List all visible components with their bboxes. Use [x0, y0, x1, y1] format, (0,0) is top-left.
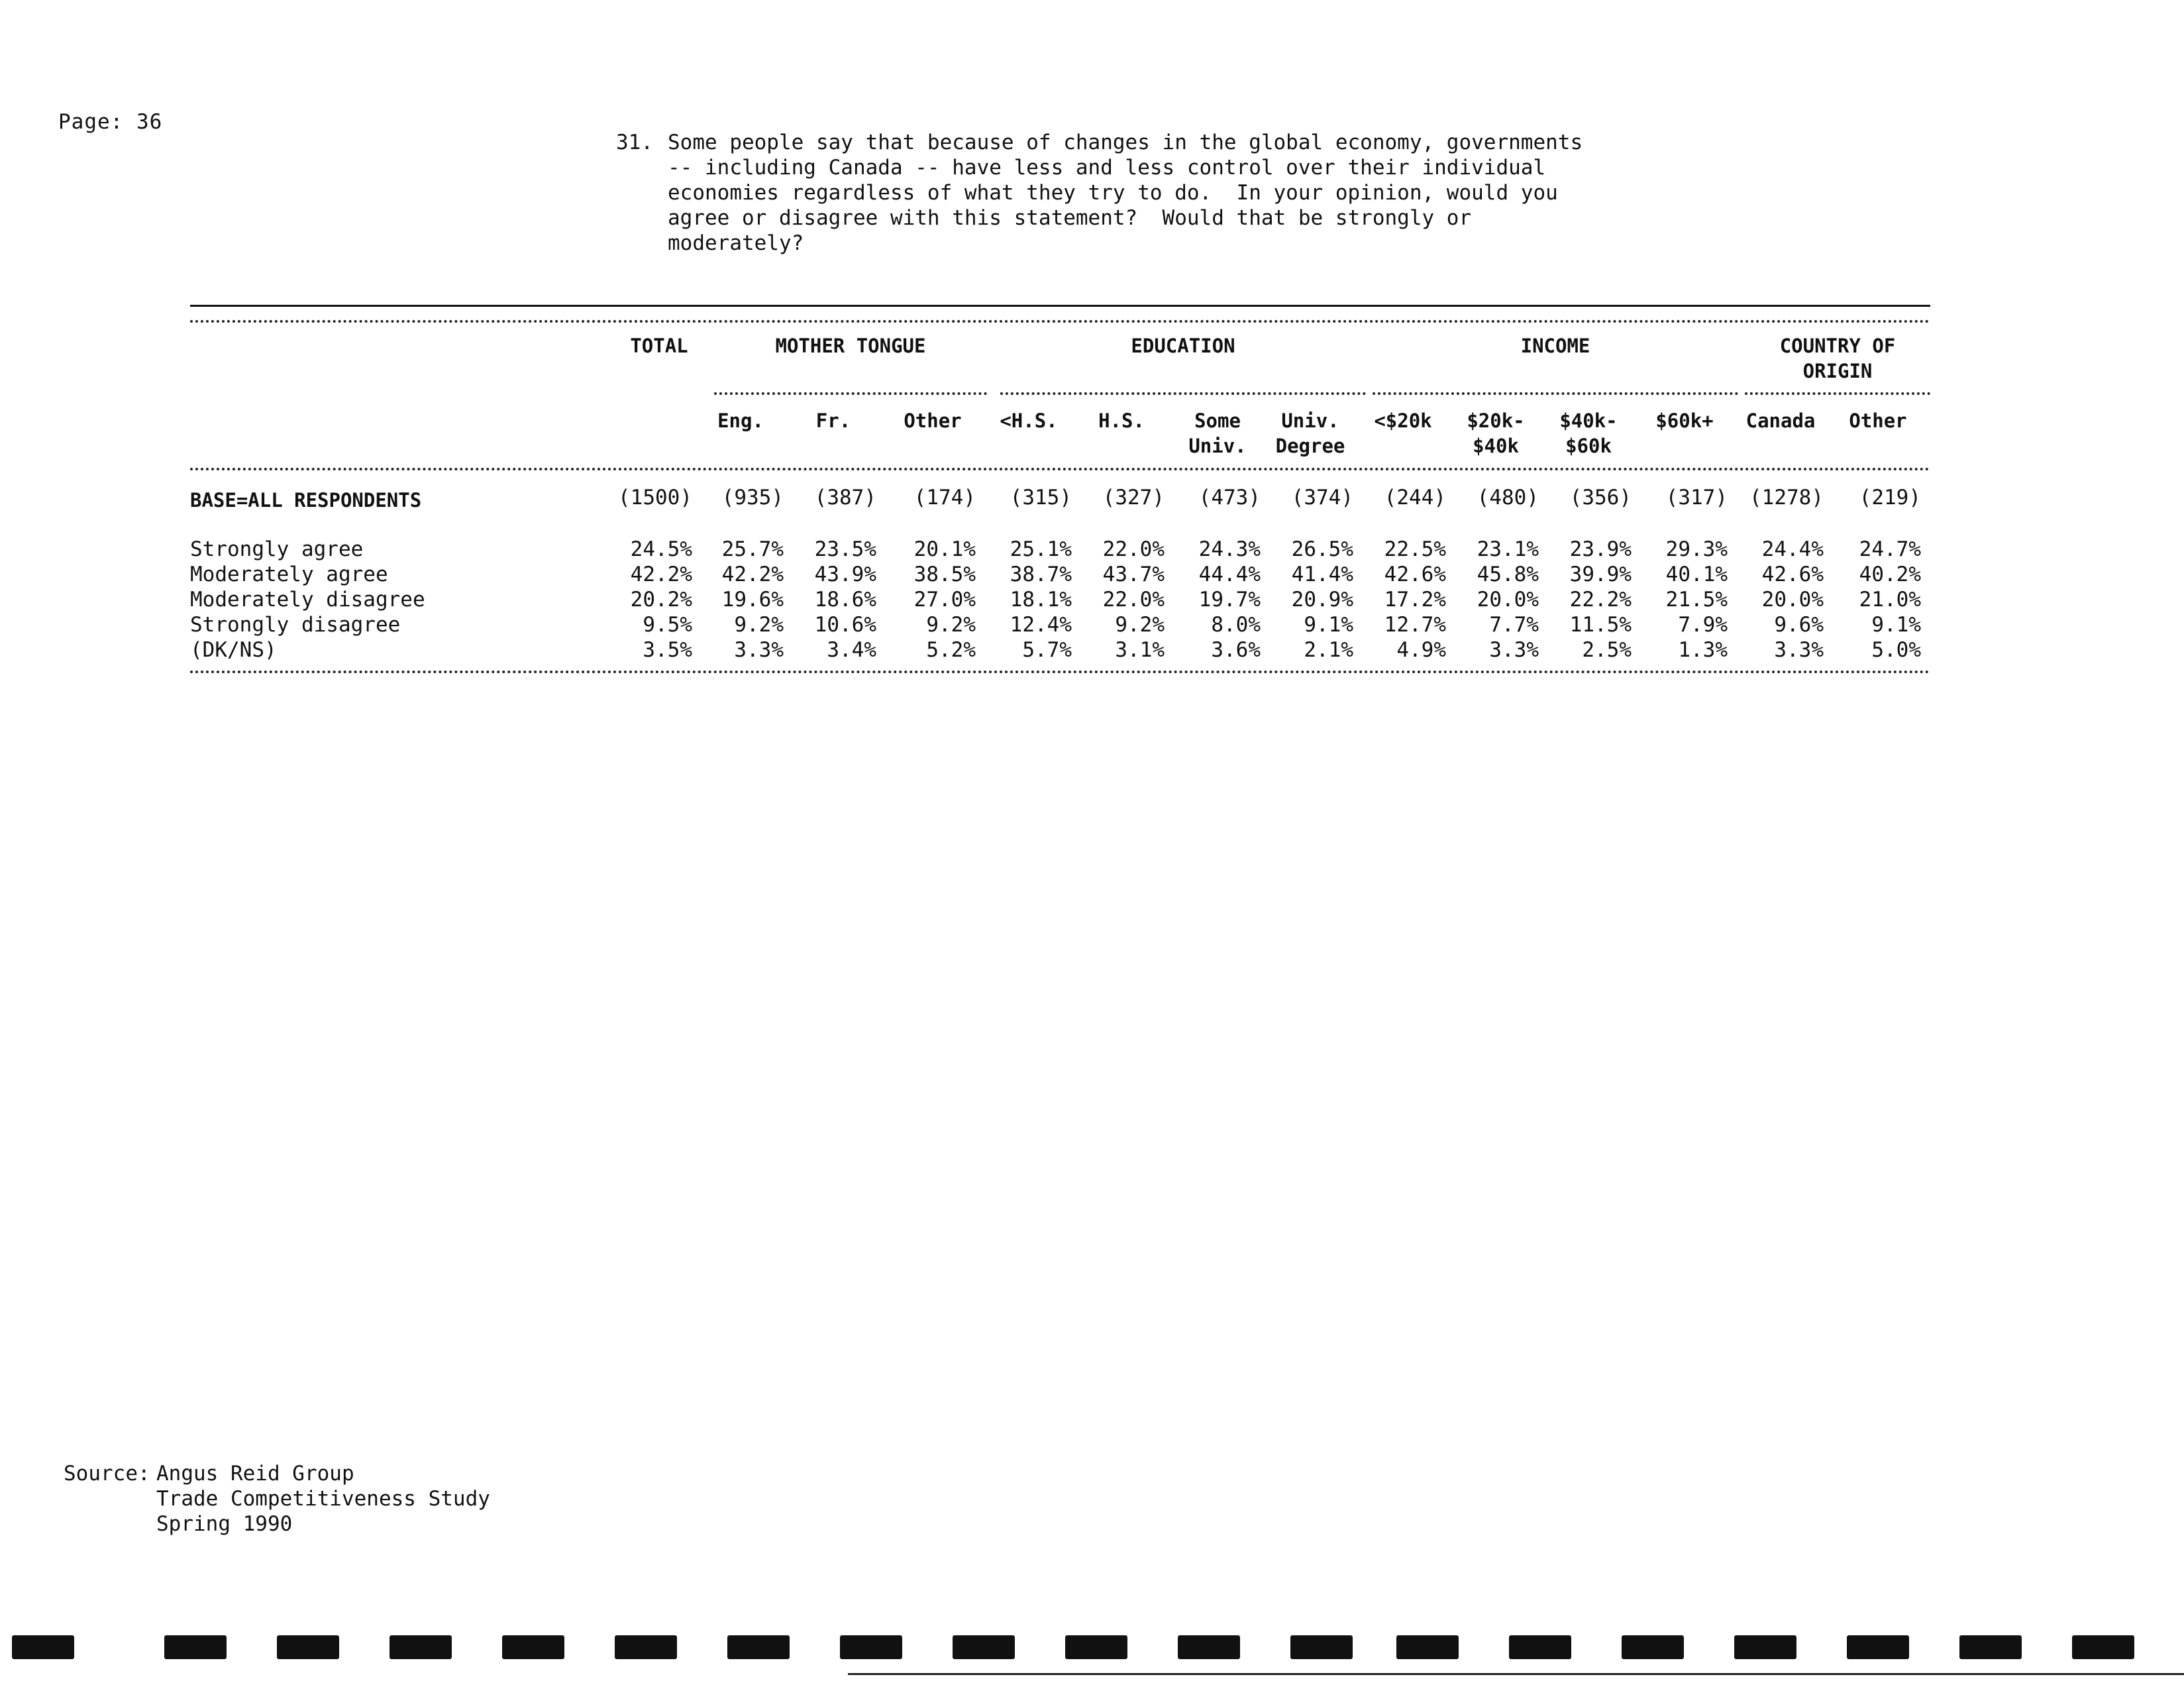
table-cell: 22.0%	[1102, 537, 1165, 561]
table-cell: 3.5%	[643, 638, 692, 662]
column-header-line1: $60k+	[1655, 409, 1714, 432]
table-cell: 40.2%	[1859, 563, 1921, 586]
table-bottom-dashed-rule	[190, 671, 1930, 673]
table-cell: 3.6%	[1211, 638, 1261, 662]
header-dashed-rule	[190, 320, 1930, 323]
scan-mark	[1509, 1635, 1571, 1659]
table-cell: 8.0%	[1211, 613, 1261, 637]
table-cell: 22.5%	[1384, 537, 1446, 561]
question-number: 31.	[616, 131, 653, 154]
table-cell: 9.6%	[1774, 613, 1824, 637]
table-top-rule	[190, 305, 1930, 307]
source-line: Angus Reid Group	[156, 1462, 354, 1486]
scan-mark	[502, 1635, 564, 1659]
table-cell: 20.0%	[1761, 588, 1824, 612]
column-header	[1261, 408, 1360, 459]
column-header-line1: Fr.	[815, 409, 851, 432]
scan-mark	[164, 1635, 227, 1659]
column-header-line1: Canada	[1745, 409, 1816, 432]
column-header	[1446, 408, 1545, 459]
table-cell: 23.9%	[1569, 537, 1632, 561]
column-header-line1: H.S.	[1098, 409, 1145, 432]
scan-mark	[1396, 1635, 1459, 1659]
table-cell: 10.6%	[814, 613, 876, 637]
table-cell: 2.5%	[1582, 638, 1632, 662]
table-cell: 42.2%	[630, 563, 692, 586]
table-cell: 22.0%	[1102, 588, 1165, 612]
base-value: (244)	[1384, 486, 1446, 510]
base-value: (327)	[1102, 486, 1165, 510]
table-cell: 25.7%	[721, 537, 784, 561]
row-label: Strongly disagree	[190, 613, 401, 637]
base-value: (935)	[721, 486, 784, 510]
table-cell: 27.0%	[913, 588, 976, 612]
column-header-line2: $40k	[1473, 435, 1519, 457]
base-label: BASE=ALL RESPONDENTS	[190, 489, 422, 512]
base-value: (374)	[1291, 486, 1353, 510]
base-value: (317)	[1665, 486, 1728, 510]
table-cell: 3.1%	[1115, 638, 1165, 662]
table-cell: 9.1%	[1871, 613, 1921, 637]
table-cell: 5.2%	[926, 638, 976, 662]
table-cell: 21.0%	[1859, 588, 1921, 612]
column-header	[979, 408, 1078, 433]
row-label: Moderately disagree	[190, 588, 425, 612]
table-cell: 42.6%	[1761, 563, 1824, 586]
table-cell: 9.5%	[643, 613, 692, 637]
group-country-line1: COUNTRY OF	[1779, 335, 1896, 357]
subheader-dashed-rule	[190, 468, 1930, 470]
column-header-line1: Other	[904, 409, 962, 432]
column-header-line1: Eng.	[717, 409, 764, 432]
scan-mark	[1622, 1635, 1684, 1659]
column-header	[1635, 408, 1734, 433]
table-cell: 9.2%	[926, 613, 976, 637]
table-cell: 18.1%	[1010, 588, 1072, 612]
table-cell: 45.8%	[1477, 563, 1539, 586]
country-underline	[1745, 392, 1930, 395]
table-cell: 19.6%	[721, 588, 784, 612]
scan-marks	[12, 1635, 2178, 1662]
question-text	[668, 130, 1583, 256]
page-number: Page: 36	[58, 110, 163, 134]
row-label: Moderately agree	[190, 563, 388, 586]
income-underline	[1373, 392, 1738, 395]
table-cell: 29.3%	[1665, 537, 1728, 561]
scan-mark	[615, 1635, 677, 1659]
group-education: EDUCATION	[1131, 335, 1235, 357]
base-value: (473)	[1198, 486, 1261, 510]
scan-mark	[12, 1635, 74, 1659]
education-underline	[1000, 392, 1366, 395]
base-value: (387)	[814, 486, 876, 510]
table-cell: 9.2%	[1115, 613, 1165, 637]
scan-mark	[1290, 1635, 1353, 1659]
group-country-line2: ORIGIN	[1802, 360, 1873, 382]
table-cell: 43.7%	[1102, 563, 1165, 586]
table-cell: 42.2%	[721, 563, 784, 586]
table-cell: 20.2%	[630, 588, 692, 612]
table-cell: 44.4%	[1198, 563, 1261, 586]
scan-mark	[277, 1635, 339, 1659]
table-cell: 24.4%	[1761, 537, 1824, 561]
question-line: moderately?	[668, 231, 804, 255]
column-header-line1: Some	[1194, 409, 1241, 432]
group-country-of-origin	[1745, 333, 1930, 384]
row-label: (DK/NS)	[190, 638, 277, 662]
base-value: (1278)	[1749, 486, 1824, 510]
table-cell: 39.9%	[1569, 563, 1632, 586]
bottom-rule	[848, 1673, 2184, 1675]
table-cell: 22.2%	[1569, 588, 1632, 612]
column-header-line1: Other	[1849, 409, 1907, 432]
scan-mark	[1959, 1635, 2022, 1659]
source-lines	[156, 1461, 490, 1537]
table-cell: 3.3%	[1489, 638, 1539, 662]
table-cell: 38.7%	[1010, 563, 1072, 586]
table-cell: 20.9%	[1291, 588, 1353, 612]
column-header	[784, 408, 883, 433]
table-cell: 17.2%	[1384, 588, 1446, 612]
table-cell: 21.5%	[1665, 588, 1728, 612]
table-cell: 3.4%	[827, 638, 876, 662]
table-cell: 40.1%	[1665, 563, 1728, 586]
column-header-line1: Univ.	[1281, 409, 1339, 432]
base-value: (1500)	[618, 486, 692, 510]
scan-mark	[727, 1635, 790, 1659]
column-header-line1: <H.S.	[1000, 409, 1058, 432]
scan-mark	[2072, 1635, 2134, 1659]
table-cell: 24.3%	[1198, 537, 1261, 561]
table-cell: 38.5%	[913, 563, 976, 586]
table-cell: 5.0%	[1871, 638, 1921, 662]
base-value: (315)	[1010, 486, 1072, 510]
question-line: agree or disagree with this statement? Would that be strongly or	[668, 206, 1472, 230]
column-header	[1072, 408, 1171, 433]
table-cell: 43.9%	[814, 563, 876, 586]
table-cell: 9.2%	[734, 613, 784, 637]
source-line: Trade Competitiveness Study	[156, 1487, 490, 1511]
table-cell: 4.9%	[1396, 638, 1446, 662]
table-cell: 19.7%	[1198, 588, 1261, 612]
column-header	[1731, 408, 1830, 433]
column-header	[1168, 408, 1267, 459]
mother-tongue-underline	[714, 392, 987, 395]
table-cell: 12.4%	[1010, 613, 1072, 637]
scan-mark	[1178, 1635, 1240, 1659]
table-cell: 24.7%	[1859, 537, 1921, 561]
column-header-line1: <$20k	[1374, 409, 1432, 432]
table-cell: 3.3%	[734, 638, 784, 662]
table-cell: 11.5%	[1569, 613, 1632, 637]
table-cell: 1.3%	[1678, 638, 1728, 662]
group-income: INCOME	[1520, 335, 1590, 357]
question-line: Some people say that because of changes in the global economy, governments	[668, 131, 1583, 154]
table-cell: 26.5%	[1291, 537, 1353, 561]
table-cell: 18.6%	[814, 588, 876, 612]
table-cell: 12.7%	[1384, 613, 1446, 637]
table-cell: 7.7%	[1489, 613, 1539, 637]
group-total: TOTAL	[630, 335, 688, 357]
scan-mark	[953, 1635, 1015, 1659]
scan-mark	[840, 1635, 902, 1659]
base-value: (219)	[1859, 486, 1921, 510]
base-value: (480)	[1477, 486, 1539, 510]
table-cell: 3.3%	[1774, 638, 1824, 662]
column-header	[883, 408, 982, 433]
table-cell: 23.5%	[814, 537, 876, 561]
group-mother-tongue: MOTHER TONGUE	[775, 335, 926, 357]
table-cell: 41.4%	[1291, 563, 1353, 586]
table-cell: 20.1%	[913, 537, 976, 561]
column-header	[1539, 408, 1638, 459]
column-header	[691, 408, 790, 433]
base-value: (174)	[913, 486, 976, 510]
base-value: (356)	[1569, 486, 1632, 510]
table-cell: 25.1%	[1010, 537, 1072, 561]
column-header-line1: $20k-	[1467, 409, 1525, 432]
table-cell: 23.1%	[1477, 537, 1539, 561]
table-cell: 20.0%	[1477, 588, 1539, 612]
source-label: Source:	[64, 1462, 150, 1486]
table-cell: 42.6%	[1384, 563, 1446, 586]
scan-mark	[390, 1635, 452, 1659]
table-cell: 24.5%	[630, 537, 692, 561]
table-cell: 7.9%	[1678, 613, 1728, 637]
column-header-line2: Degree	[1275, 435, 1345, 457]
column-header-line1: $40k-	[1559, 409, 1618, 432]
table-cell: 5.7%	[1022, 638, 1072, 662]
column-header	[1828, 408, 1928, 433]
column-header	[1353, 408, 1453, 433]
source-line: Spring 1990	[156, 1512, 293, 1536]
row-label: Strongly agree	[190, 537, 364, 561]
scan-mark	[1065, 1635, 1127, 1659]
table-cell: 2.1%	[1304, 638, 1353, 662]
question-line: -- including Canada -- have less and less control over their individual	[668, 156, 1546, 180]
scan-mark	[1734, 1635, 1796, 1659]
column-header-line2: Univ.	[1188, 435, 1247, 457]
table-cell: 9.1%	[1304, 613, 1353, 637]
scan-mark	[1847, 1635, 1909, 1659]
column-header-line2: $60k	[1565, 435, 1612, 457]
question-line: economies regardless of what they try to do. In your opinion, would you	[668, 181, 1558, 205]
